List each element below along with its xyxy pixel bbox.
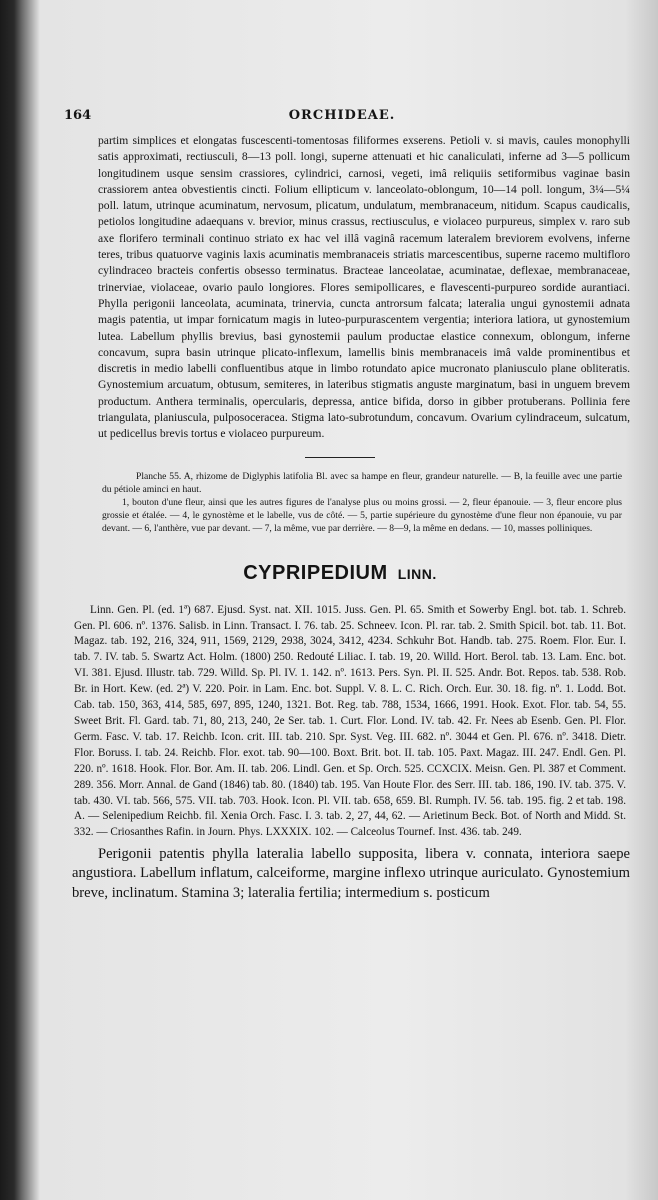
plate-caption	[102, 470, 622, 536]
separator-rule	[305, 457, 375, 458]
plate-caption-line-1: Planche 55. A, rhizome de Diglyphis latifolia Bl. avec sa hampe en fleur, grandeur naturelle. — B, la feuille avec une partie du pétiole aminci en haut.	[102, 470, 622, 495]
genus-authority: LINN.	[397, 565, 437, 582]
genus-heading	[50, 562, 630, 585]
book-page	[50, 108, 630, 903]
genus-name: CYPRIPEDIUM	[243, 561, 388, 584]
plate-caption-line-2: 1, bouton d'une fleur, ainsi que les autres figures de l'analyse plus ou moins grossi. — 2, fleur épanouie. — 3, fleur encore plus grossie et étalée. — 4, le gynostème et le labelle, vus de côté. — 5, partie supérieure du gynostème d'une fleur non épanouie, vu par devant. — 6, l'anthère, vue par devant. — 7, la même, vue par derrière. — 8—9, la même en dedans. — 10, masses polliniques.	[102, 497, 622, 535]
species-description: partim simplices et elongatas fuscescenti-tomentosas filiformes exserens. Petioli v. si mavis, caules monophylli satis approximati, rectiusculi, 8—13 poll. longi, superne attenuati et hic canaliculati, inferne ad 3—5 pollicum longitudinem usque sensim crassiores, cylindrici, carnosi, vegeti, imâ reliquiis setiformibus vaginae basin crassiorem antea obvestientis cincti. Folium ellipticum v. lanceolato-oblongum, 10—14 poll. longum, 3¼—5¼ poll. latum, utrinque acuminatum, nervosum, plicatum, undulatum, membranaceum, nitidum. Scapus caudicalis, petiolos longitudine adaequans v. brevior, minus crassus, rectiusculus, e violaceo purpureus, simplex v. raro sub axe florifero terminali continuo striato ex hac vel illâ vaginâ racemum lateralem breviorem evolvens, inferne teres, tribus quatuorve vaginis laxis acuminatis membranaceis striatis marcescentibus, superne racemo multifloro cylindraceo bracteis confertis obsesso terminatus. Bracteae lanceolatae, acuminatae, deflexae, membranaceae, trinerviae, violaceae, ovario paulo longiores. Flores semipollicares, e flavescenti-purpureo sordide aurantiaci. Phylla perigonii lanceolata, acuminata, trinervia, cuncta antrorsum falcata; lateralia ungui gynostemii adnata magis patentia, ut impar fornicatum magis in luteo-purpurascentem vergentia; interiora latiora, ut gynostemium lutea. Labellum phyllis brevius, basi gynostemii paulum productae elastice connexum, oblongum, inferne concavum, supra basin utrinque plicato-inflexum, lamellis binis membranaceis imâ valde prominentibus et discretis in medio labelli confluentibus atque in limbo rotundato apice mucronato planiusculo plane obliteratis. Gynostemium arcuatum, obtusum, semiteres, in lateribus stigmatis anguste marginatum, basi in unguem brevem productum. Anthera terminalis, opercularis, depressa, antice bifida, dorso in gibber protuberans. Pollinia fere triangulata, planiuscula, pulposoceracea. Stigma lato-subrotundum, concavum. Ovarium cylindraceum, sulcatum, ut pedicellus brevis tortus e violaceo purpureum.	[98, 134, 630, 441]
page-number: 164	[64, 108, 92, 123]
running-header	[50, 108, 630, 123]
running-title: ORCHIDEAE.	[288, 108, 396, 123]
bibliographic-references: Linn. Gen. Pl. (ed. 1ª) 687. Ejusd. Syst. nat. XII. 1015. Juss. Gen. Pl. 65. Smith et Sowerby Engl. bot. tab. 1. Schreb. Gen. Pl. 606. nº. 1376. Salisb. in Linn. Transact. I. 76. tab. 25. Schneev. Icon. Pl. rar. tab. 2. Smith Spicil. bot. tab. 11. Bot. Magaz. tab. 192, 216, 324, 911, 1569, 2129, 2938, 3024, 3412, 4234. Schkuhr Bot. Handb. tab. 275. Roem. Flor. Eur. I. tab. 7. IV. tab. 5. Swartz Act. Holm. (1800) 250. Redouté Liliac. I. tab. 19, 20. Willd. Hort. Berol. tab. 13. Lam. Enc. bot. VI. 381. Ejusd. Illustr. tab. 729. Willd. Sp. Pl. IV. 1. 142. nº. 1613. Pers. Syn. Pl. II. 525. Andr. Bot. Repos. tab. 538. Rob. Br. in Hort. Kew. (ed. 2ª) V. 220. Poir. in Lam. Enc. bot. Suppl. V. 8. L. C. Rich. Orch. Eur. 30. 18. fig. nº. 1. Lodd. Bot. Cab. tab. 150, 363, 414, 585, 697, 895, 1240, 1321. Bot. Reg. tab. 788, 1534, 1666, 1991. Hook. Exot. Flor. tab. 54, 55. Sweet Brit. Fl. Gard. tab. 71, 80, 213, 240, 2e Ser. tab. 1. Curt. Flor. Lond. IV. tab. 42. Fr. Nees ab Esenb. Gen. Pl. Flor. Germ. Fasc. V. tab. 17. Reichb. Icon. crit. III. tab. 210. Spr. Syst. Veg. III. 682. nº. 3044 et Gen. Pl. 676. nº. 3418. Dietr. Flor. Boruss. I. tab. 24. Reichb. Flor. exot. tab. 90—100. Boxt. Brit. bot. II. tab. 105. Paxt. Magaz. III. 247. Endl. Gen. Pl. 220. nº. 1618. Hook. Flor. Bor. Am. II. tab. 206. Lindl. Gen. et Sp. Orch. 525. CCXCIX. Meisn. Gen. Pl. 387 et Comment. 289. 356. Morr. Annal. de Gand (1846) tab. 80. (1840) tab. 195. Van Houte Flor. des Serr. III. tab. 186, 190. IV. tab. 375. V. tab. 430. VI. tab. 566, 575. VII. tab. 703. Hook. Icon. Pl. VII. tab. 658, 659. Bl. Rumph. IV. 56. tab. 195. fig. 2 et tab. 198. A. — Selenipedium Reichb. fil. Xenia Orch. Fasc. I. 3. tab. 2, 27, 44, 62. — Arietinum Beck. Bot. of North and Midd. St. 332. — Criosanthes Rafin. in Journ. Phys. LXXXIX. 102. — Calceolus Tournef. Inst. 436. tab. 249.	[74, 603, 626, 839]
genus-description: Perigonii patentis phylla lateralia labello supposita, libera v. connata, interiora saepe angustiora. Labellum inflatum, calceiforme, margine inflexo utrinque auriculato. Gynostemium breve, inclinatum. Stamina 3; lateralia fertilia; intermedium s. posticum	[72, 846, 630, 901]
